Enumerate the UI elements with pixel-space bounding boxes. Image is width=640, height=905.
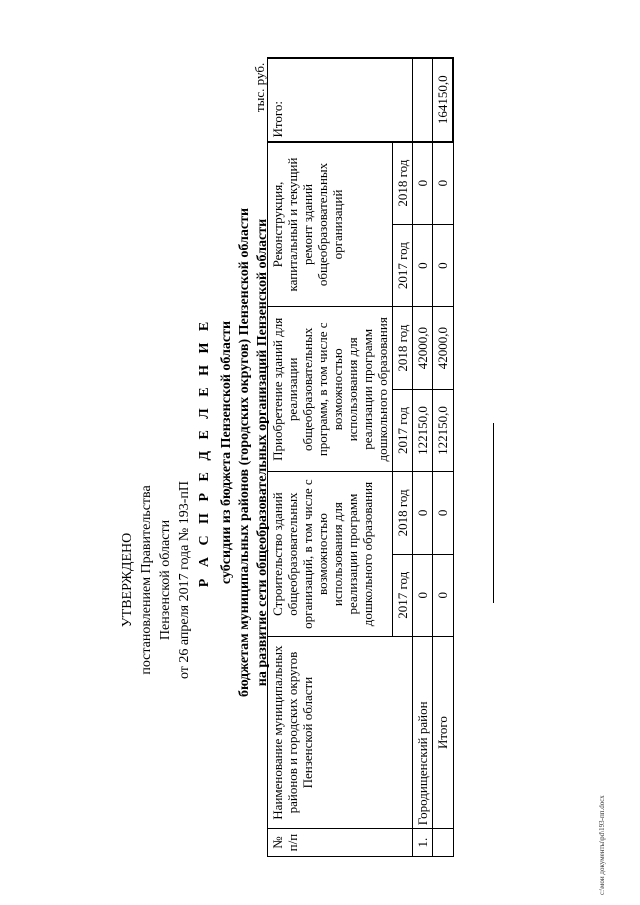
year-cell: 2017 год xyxy=(393,389,413,471)
value-cell: 0 xyxy=(433,142,454,225)
closing-divider xyxy=(493,423,494,603)
grand-total: 164150,0 xyxy=(433,58,454,142)
header-repair: Реконструкция, капитальный и текущий ремонт зданий общеобразовательных организаций xyxy=(268,142,393,307)
year-cell: 2017 год xyxy=(393,224,413,307)
approval-block xyxy=(118,400,194,760)
year-cell: 2018 год xyxy=(393,142,413,225)
header-total: Итого: xyxy=(268,58,413,142)
year-cell: 2017 год xyxy=(393,554,413,636)
approval-region: Пензенской области xyxy=(158,519,173,641)
heading-line-1: субсидии из бюджета Пензенской области xyxy=(219,320,234,585)
approval-label: УТВЕРЖДЕНО xyxy=(120,532,135,628)
value-cell: 0 xyxy=(413,472,433,554)
heading-line-3: на развитие сети общеобразовательных организаций Пензенской области xyxy=(255,218,270,687)
units-label: тыс. руб. xyxy=(252,62,267,112)
approval-issuer: постановлением Правительства xyxy=(139,485,154,675)
document-heading xyxy=(196,0,272,905)
year-cell: 2018 год xyxy=(393,472,413,554)
value-cell: 0 xyxy=(413,142,433,225)
heading-line-2: бюджетам муниципальных районов (городских округов) Пензенской области xyxy=(237,207,252,698)
row-number: 1. xyxy=(413,829,433,857)
value-cell: 0 xyxy=(433,554,454,636)
row-number xyxy=(433,829,454,857)
value-cell: 0 xyxy=(413,554,433,636)
value-cell: 42000,0 xyxy=(433,307,454,389)
header-acquisition: Приобретение зданий для реализации общеобразовательных программ, в том числе с возможностью использования для реализации программ дошкольного образования xyxy=(268,307,393,472)
value-cell: 42000,0 xyxy=(413,307,433,389)
header-municipality: Наименование муниципальных районов и городских округов Пензенской области xyxy=(268,636,413,828)
header-construction: Строительство зданий общеобразовательных организаций, в том числе с возможностью использования для реализации программ дошкольного образования xyxy=(268,472,393,637)
distribution-table xyxy=(267,57,454,857)
row-municipality: Городищенский район xyxy=(413,636,433,828)
header-number: № п/п xyxy=(268,829,413,857)
table-header-row xyxy=(268,58,393,857)
value-cell: 122150,0 xyxy=(433,389,454,471)
value-cell: 122150,0 xyxy=(413,389,433,471)
value-cell: 0 xyxy=(433,224,454,307)
year-cell: 2018 год xyxy=(393,307,413,389)
file-path-footer: с:\мои документы\pd\193-пп.docx xyxy=(598,795,606,895)
row-total xyxy=(413,58,433,142)
document-title: Р А С П Р Е Д Е Л Е Н И Е xyxy=(197,317,212,588)
table-row-total xyxy=(433,58,454,857)
table-row xyxy=(413,58,433,857)
value-cell: 0 xyxy=(413,224,433,307)
row-municipality: Итого xyxy=(433,636,454,828)
approval-date-number: от 26 апреля 2017 года № 193-пП xyxy=(177,480,192,680)
value-cell: 0 xyxy=(433,472,454,554)
